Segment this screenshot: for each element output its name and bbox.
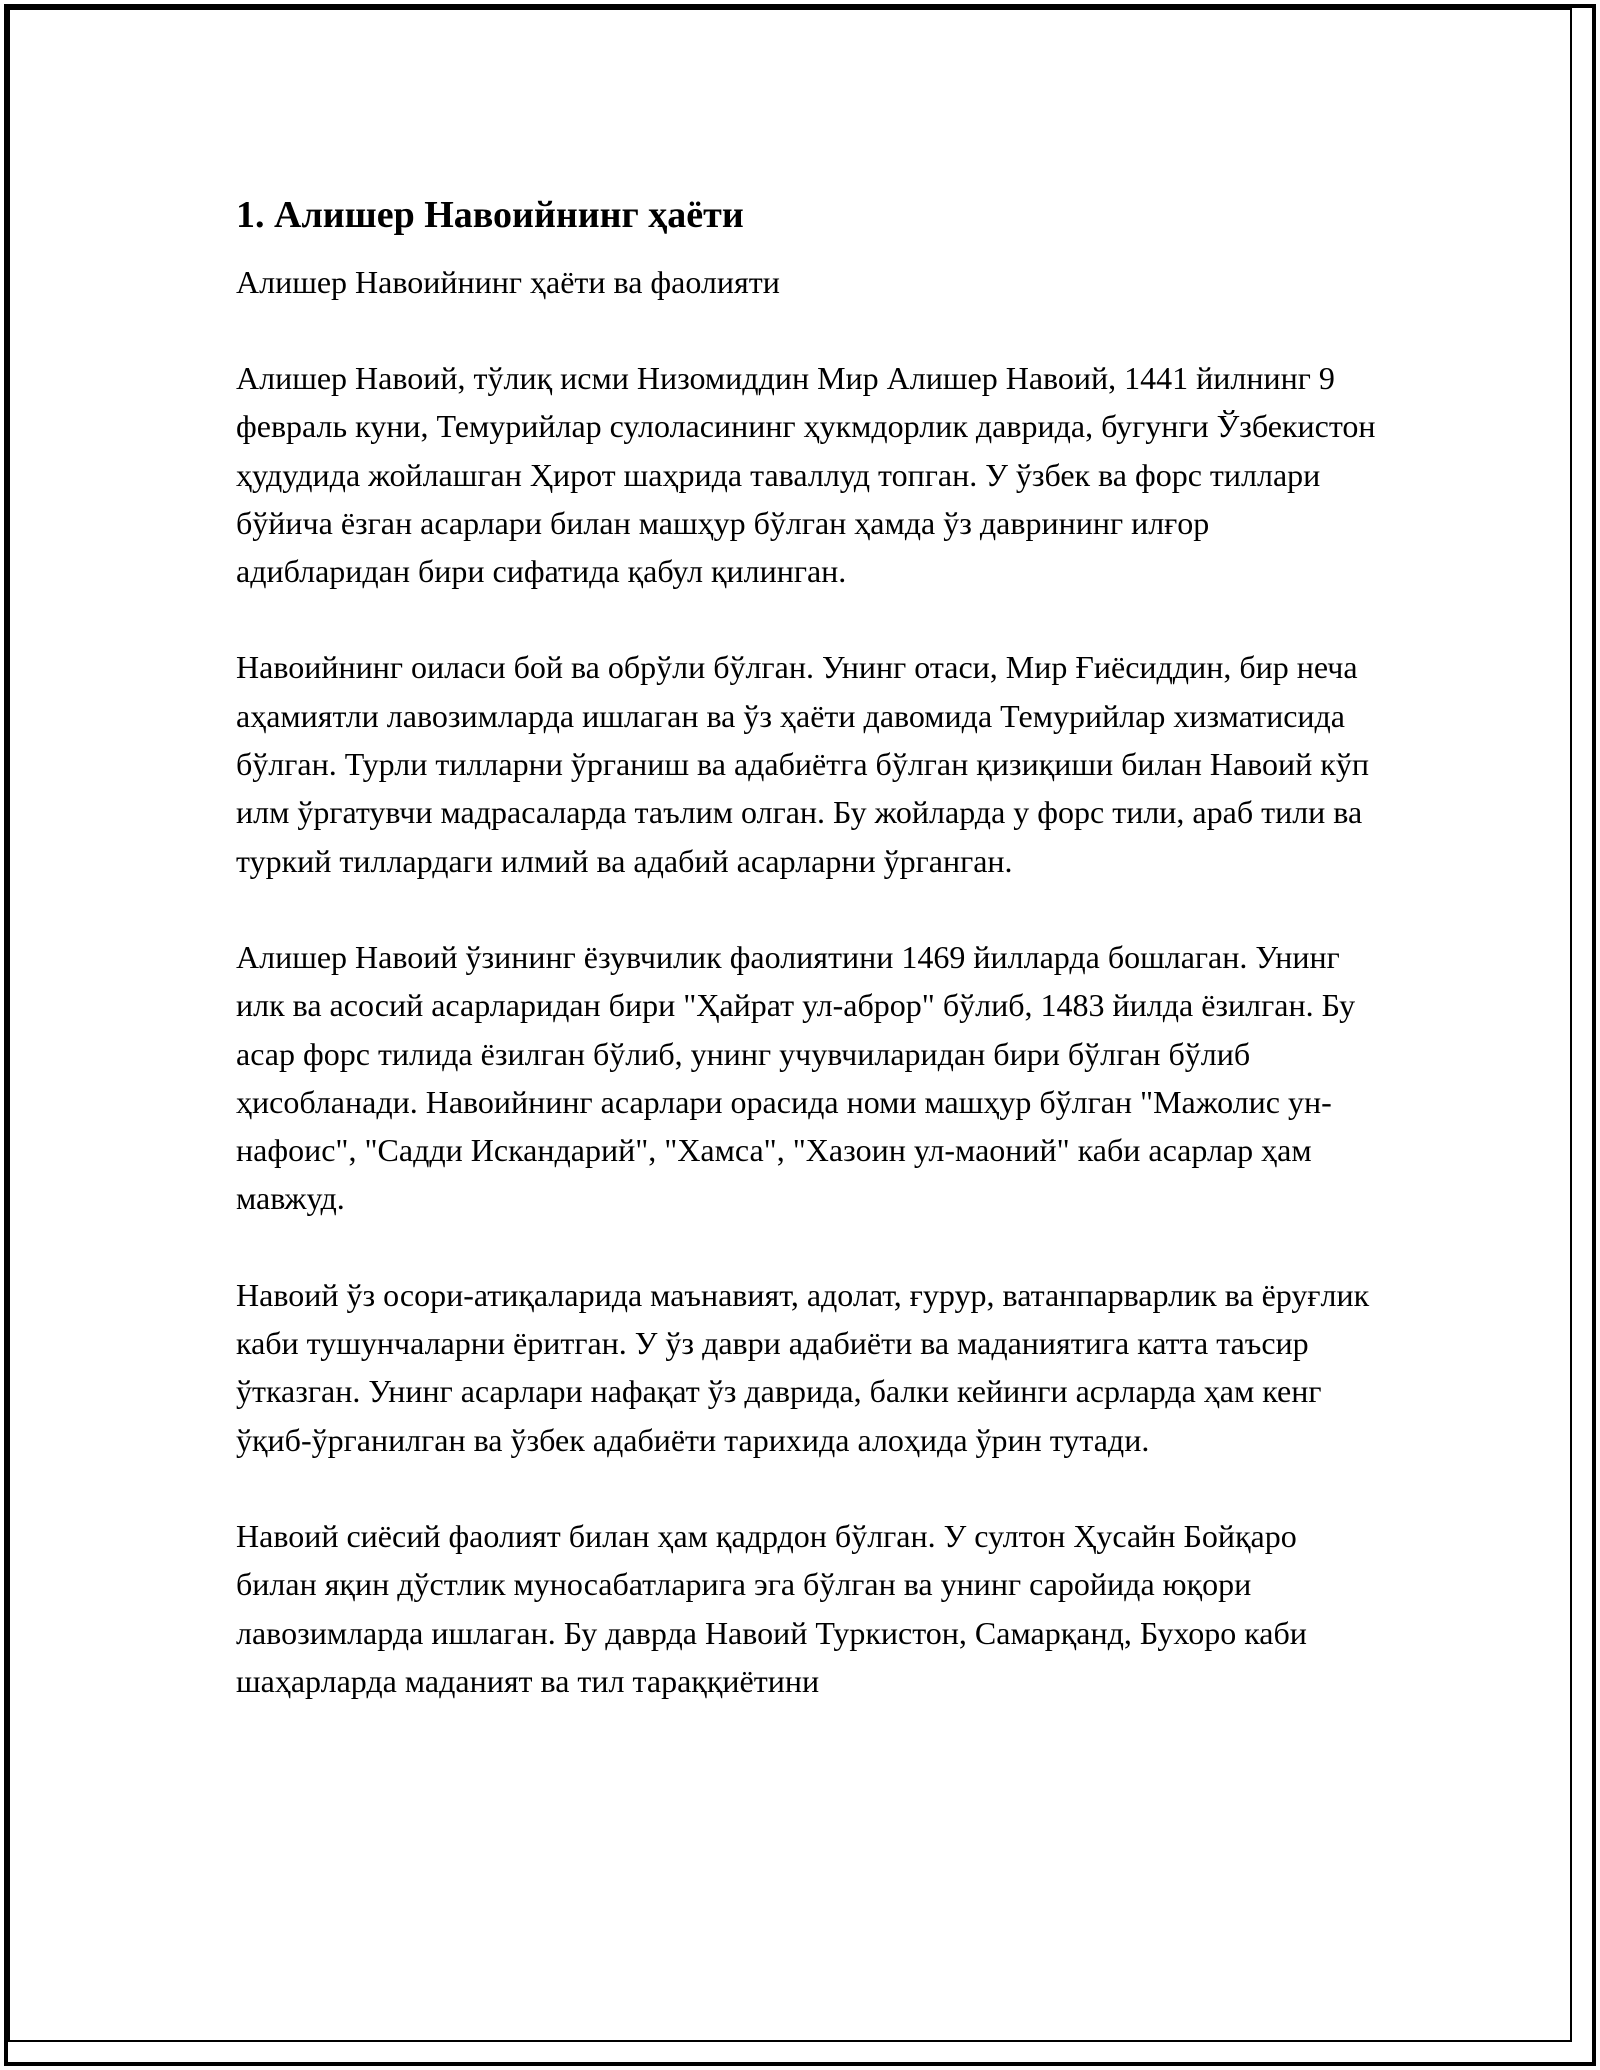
- document-body: [236, 186, 1376, 1753]
- section-subtitle: Алишер Навоийнинг ҳаёти ва фаолияти: [236, 264, 780, 300]
- paragraph-3: Алишер Навоий ўзининг ёзувчилик фаолиятини 1469 йилларда бошлаган. Унинг илк ва асосий асарларидан бири "Ҳайрат ул-аброр" бўлиб, 1483 йилда ёзилган. Бу асар форс тилида ёзилган бўлиб, унинг учувчиларидан бири бўлган бўлиб ҳисобланади. Навоийнинг асарлари орасида номи машҳур бўлган "Мажолис ун-нафоис", "Садди Искандарий", "Хамса", "Хазоин ул-маоний" каби асарлар ҳам мавжуд.: [236, 938, 1356, 1217]
- paragraph-2: Навоийнинг оиласи бой ва обрўли бўлган. Унинг отаси, Мир Ғиёсиддин, бир неча аҳамиятли лавозимларда ишлаган ва ўз ҳаёти давомида Темурийлар хизматисида бўлган. Турли тилларни ўрганиш ва адабиётга бўлган қизиқиши билан Навоий кўп илм ўргатувчи мадрасаларда таълим олган. Бу жойларда у форс тили, араб тили ва туркий тиллардаги илмий ва адабий асарларни ўрганган.: [236, 649, 1369, 879]
- paragraph-5: Навоий сиёсий фаолият билан ҳам қадрдон бўлган. У султон Ҳусайн Бойқаро билан яқин дўстлик муносабатларига эга бўлган ва унинг саройида юқори лавозимларда ишлаган. Бу даврда Навоий Туркистон, Самарқанд, Бухоро каби шаҳарларда маданият ва тил тараққиётини: [236, 1517, 1307, 1699]
- paragraph-1: Алишер Навоий, тўлиқ исми Низомиддин Мир Алишер Навоий, 1441 йилнинг 9 февраль куни, Темурийлар сулоласининг ҳукмдорлик даврида, бугунги Ўзбекистон ҳудудида жойлашган Ҳирот шаҳрида таваллуд топган. У ўзбек ва форс тиллари бўйича ёзган асарлари билан машҳур бўлган ҳамда ўз даврининг илғор адибларидан бири сифатида қабул қилинган.: [236, 360, 1376, 590]
- paragraph-4: Навоий ўз осори-атиқаларида маънавият, адолат, ғурур, ватанпарварлик ва ёруғлик каби тушунчаларни ёритган. У ўз даври адабиёти ва маданиятига катта таъсир ўтказган. Унинг асарлари нафақат ўз даврида, балки кейинги асрларда ҳам кенг ўқиб-ўрганилган ва ўзбек адабиёти тарихида алоҳида ўрин тутади.: [236, 1276, 1370, 1458]
- section-heading: 1. Алишер Навоийнинг ҳаёти: [236, 194, 744, 236]
